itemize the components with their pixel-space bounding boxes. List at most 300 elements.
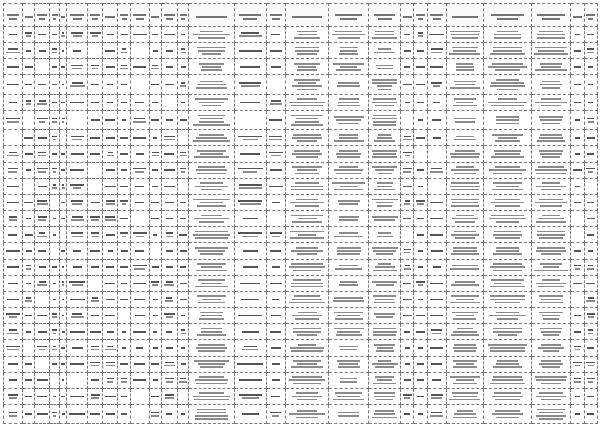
table-cell [177, 130, 188, 146]
table-cell [446, 194, 484, 210]
table-cell [130, 259, 149, 275]
table-cell [4, 146, 23, 162]
table-cell [571, 356, 584, 372]
table-cell [35, 94, 50, 110]
table-cell [531, 308, 571, 324]
table-cell [118, 356, 130, 372]
table-cell [329, 324, 369, 340]
table-cell [401, 388, 414, 404]
column-header [446, 4, 484, 27]
table-cell [484, 291, 531, 307]
table-cell [149, 308, 161, 324]
table-cell [4, 356, 23, 372]
table-cell [130, 388, 149, 404]
table-cell [177, 27, 188, 43]
table-cell [4, 211, 23, 227]
table-cell [446, 43, 484, 59]
table-cell [266, 146, 285, 162]
table-cell [446, 162, 484, 178]
table-cell [414, 356, 427, 372]
table-cell [531, 259, 571, 275]
table-cell [50, 27, 59, 43]
table-cell [584, 162, 597, 178]
column-header [571, 4, 584, 27]
table-cell [35, 275, 50, 291]
table-cell [234, 227, 266, 243]
table-row [4, 27, 598, 43]
table-cell [118, 324, 130, 340]
table-cell [329, 211, 369, 227]
table-cell [161, 308, 177, 324]
table-cell [118, 211, 130, 227]
table-cell [266, 130, 285, 146]
table-cell [35, 388, 50, 404]
table-cell [59, 43, 67, 59]
table-cell [67, 211, 88, 227]
table-cell [103, 110, 118, 129]
table-cell [414, 194, 427, 210]
table-cell [571, 340, 584, 356]
table-cell [130, 372, 149, 388]
table-cell [103, 308, 118, 324]
table-cell [50, 308, 59, 324]
table-cell [285, 356, 329, 372]
table-cell [103, 75, 118, 94]
table-cell [22, 340, 34, 356]
table-cell [177, 75, 188, 94]
table-cell [22, 308, 34, 324]
table-cell [446, 388, 484, 404]
table-cell [22, 130, 34, 146]
table-cell [414, 43, 427, 59]
table-cell [285, 75, 329, 94]
table-cell [484, 27, 531, 43]
table-cell [50, 146, 59, 162]
table-cell [414, 388, 427, 404]
table-cell [177, 59, 188, 75]
table-cell [35, 308, 50, 324]
table-cell [118, 130, 130, 146]
table-cell [22, 75, 34, 94]
table-cell [427, 130, 446, 146]
table-cell [584, 194, 597, 210]
table-cell [22, 211, 34, 227]
table-cell [329, 388, 369, 404]
table-cell [88, 43, 103, 59]
table-cell [67, 356, 88, 372]
table-cell [118, 291, 130, 307]
table-cell [149, 146, 161, 162]
table-cell [59, 211, 67, 227]
table-cell [329, 404, 369, 423]
table-cell [161, 94, 177, 110]
table-cell [266, 194, 285, 210]
table-cell [414, 243, 427, 259]
table-cell [484, 356, 531, 372]
table-cell [22, 388, 34, 404]
table-cell [22, 94, 34, 110]
table-cell [130, 243, 149, 259]
table-cell [161, 356, 177, 372]
table-cell [189, 43, 234, 59]
table-cell [149, 356, 161, 372]
table-cell [234, 340, 266, 356]
table-cell [67, 404, 88, 423]
table-cell [35, 340, 50, 356]
table-cell [67, 146, 88, 162]
table-cell [149, 27, 161, 43]
table-cell [59, 94, 67, 110]
table-cell [401, 404, 414, 423]
table-cell [161, 130, 177, 146]
table-cell [571, 324, 584, 340]
table-cell [88, 110, 103, 129]
column-header [4, 4, 23, 27]
table-cell [50, 372, 59, 388]
table-cell [88, 259, 103, 275]
table-cell [571, 194, 584, 210]
table-cell [427, 178, 446, 194]
table-cell [59, 194, 67, 210]
table-cell [50, 243, 59, 259]
table-cell [67, 227, 88, 243]
table-cell [59, 324, 67, 340]
table-cell [118, 75, 130, 94]
table-cell [4, 340, 23, 356]
table-cell [103, 356, 118, 372]
table-cell [118, 178, 130, 194]
table-cell [22, 110, 34, 129]
table-cell [130, 211, 149, 227]
table-cell [4, 194, 23, 210]
table-row [4, 388, 598, 404]
table-cell [118, 372, 130, 388]
column-header [149, 4, 161, 27]
table-cell [427, 94, 446, 110]
table-cell [189, 211, 234, 227]
table-cell [484, 308, 531, 324]
table-cell [266, 94, 285, 110]
table-cell [161, 162, 177, 178]
table-cell [427, 162, 446, 178]
table-cell [484, 275, 531, 291]
table-cell [531, 94, 571, 110]
table-cell [59, 75, 67, 94]
table-cell [329, 110, 369, 129]
table-cell [103, 243, 118, 259]
table-cell [234, 275, 266, 291]
table-cell [118, 43, 130, 59]
table-cell [571, 27, 584, 43]
table-cell [130, 275, 149, 291]
table-cell [4, 388, 23, 404]
table-cell [149, 372, 161, 388]
table-cell [67, 291, 88, 307]
table-cell [584, 59, 597, 75]
table-cell [4, 308, 23, 324]
table-cell [571, 130, 584, 146]
table-cell [59, 372, 67, 388]
table-cell [103, 94, 118, 110]
table-cell [59, 275, 67, 291]
table-cell [234, 404, 266, 423]
table-cell [571, 388, 584, 404]
table-cell [446, 110, 484, 129]
table-cell [571, 110, 584, 129]
table-cell [414, 404, 427, 423]
table-cell [329, 27, 369, 43]
table-cell [401, 146, 414, 162]
table-cell [4, 110, 23, 129]
table-cell [189, 162, 234, 178]
table-cell [584, 243, 597, 259]
column-header [285, 4, 329, 27]
table-cell [329, 275, 369, 291]
table-cell [285, 275, 329, 291]
table-cell [161, 372, 177, 388]
table-cell [266, 275, 285, 291]
table-cell [329, 178, 369, 194]
table-cell [446, 259, 484, 275]
table-cell [177, 388, 188, 404]
table-cell [50, 59, 59, 75]
table-cell [130, 340, 149, 356]
table-row [4, 356, 598, 372]
table-cell [22, 404, 34, 423]
table-cell [88, 94, 103, 110]
table-cell [149, 94, 161, 110]
table-cell [531, 146, 571, 162]
table-cell [401, 75, 414, 94]
table-cell [285, 324, 329, 340]
table-cell [266, 372, 285, 388]
table-cell [59, 356, 67, 372]
table-cell [149, 59, 161, 75]
table-cell [149, 227, 161, 243]
table-cell [177, 110, 188, 129]
table-cell [266, 356, 285, 372]
table-cell [88, 291, 103, 307]
table-cell [88, 162, 103, 178]
table-cell [285, 43, 329, 59]
table-cell [414, 110, 427, 129]
table-cell [414, 308, 427, 324]
table-cell [484, 43, 531, 59]
table-cell [59, 308, 67, 324]
table-cell [22, 146, 34, 162]
table-row [4, 243, 598, 259]
table-cell [22, 356, 34, 372]
table-cell [177, 162, 188, 178]
table-cell [531, 404, 571, 423]
table-cell [22, 227, 34, 243]
table-cell [329, 372, 369, 388]
table-cell [414, 372, 427, 388]
table-cell [584, 372, 597, 388]
table-cell [50, 110, 59, 129]
table-cell [88, 211, 103, 227]
table-cell [189, 291, 234, 307]
table-cell [67, 243, 88, 259]
table-cell [285, 404, 329, 423]
table-cell [149, 43, 161, 59]
table-cell [446, 308, 484, 324]
table-cell [4, 27, 23, 43]
table-cell [103, 59, 118, 75]
table-cell [584, 211, 597, 227]
table-cell [177, 340, 188, 356]
table-cell [368, 162, 400, 178]
table-cell [103, 178, 118, 194]
table-row [4, 275, 598, 291]
table-cell [329, 227, 369, 243]
table-cell [531, 243, 571, 259]
table-cell [103, 146, 118, 162]
table-cell [571, 75, 584, 94]
table-cell [285, 146, 329, 162]
table-cell [584, 94, 597, 110]
table-cell [35, 130, 50, 146]
table-cell [484, 94, 531, 110]
table-cell [446, 243, 484, 259]
table-cell [130, 59, 149, 75]
table-row [4, 340, 598, 356]
table-cell [329, 308, 369, 324]
table-cell [177, 291, 188, 307]
table-cell [427, 340, 446, 356]
table-cell [329, 243, 369, 259]
table-cell [427, 146, 446, 162]
table-cell [161, 211, 177, 227]
table-cell [329, 291, 369, 307]
table-cell [67, 130, 88, 146]
table-cell [427, 404, 446, 423]
table-cell [118, 259, 130, 275]
table-cell [427, 308, 446, 324]
table-cell [368, 94, 400, 110]
table-cell [484, 59, 531, 75]
table-cell [446, 27, 484, 43]
table-cell [531, 356, 571, 372]
table-cell [50, 130, 59, 146]
table-cell [22, 259, 34, 275]
table-cell [368, 388, 400, 404]
table-cell [484, 194, 531, 210]
table-cell [285, 178, 329, 194]
table-cell [266, 227, 285, 243]
table-cell [177, 404, 188, 423]
table-cell [35, 356, 50, 372]
table-cell [130, 194, 149, 210]
table-cell [22, 162, 34, 178]
table-cell [88, 227, 103, 243]
table-cell [329, 75, 369, 94]
table-cell [161, 75, 177, 94]
table-cell [149, 259, 161, 275]
table-cell [401, 130, 414, 146]
table-cell [149, 340, 161, 356]
table-cell [414, 324, 427, 340]
table-cell [130, 404, 149, 423]
table-cell [50, 275, 59, 291]
table-cell [368, 75, 400, 94]
table-cell [427, 194, 446, 210]
table-cell [446, 275, 484, 291]
table-cell [531, 372, 571, 388]
table-cell [189, 75, 234, 94]
table-cell [484, 227, 531, 243]
table-cell [234, 291, 266, 307]
table-cell [50, 404, 59, 423]
table-row [4, 227, 598, 243]
table-cell [88, 372, 103, 388]
table-cell [177, 94, 188, 110]
table-cell [531, 110, 571, 129]
table-cell [161, 227, 177, 243]
table-cell [584, 227, 597, 243]
column-header [427, 4, 446, 27]
table-cell [234, 59, 266, 75]
table-cell [401, 259, 414, 275]
table-cell [414, 162, 427, 178]
table-cell [571, 43, 584, 59]
table-cell [4, 291, 23, 307]
table-row [4, 194, 598, 210]
table-cell [484, 404, 531, 423]
table-cell [50, 291, 59, 307]
table-cell [88, 388, 103, 404]
table-cell [149, 324, 161, 340]
spreadsheet-page [3, 3, 597, 397]
table-cell [22, 324, 34, 340]
table-cell [35, 146, 50, 162]
table-cell [118, 194, 130, 210]
table-cell [427, 259, 446, 275]
table-cell [584, 43, 597, 59]
table-cell [266, 340, 285, 356]
table-cell [531, 340, 571, 356]
table-cell [67, 194, 88, 210]
table-cell [59, 162, 67, 178]
table-cell [88, 194, 103, 210]
table-cell [584, 324, 597, 340]
table-cell [59, 259, 67, 275]
table-cell [414, 94, 427, 110]
table-cell [35, 194, 50, 210]
table-cell [103, 130, 118, 146]
table-cell [50, 356, 59, 372]
table-cell [161, 110, 177, 129]
table-cell [59, 227, 67, 243]
table-cell [50, 259, 59, 275]
table-cell [189, 27, 234, 43]
table-cell [88, 308, 103, 324]
table-cell [401, 178, 414, 194]
table-cell [35, 404, 50, 423]
table-row [4, 259, 598, 275]
table-cell [161, 194, 177, 210]
column-header [531, 4, 571, 27]
table-body [4, 27, 598, 424]
table-cell [177, 227, 188, 243]
table-cell [427, 43, 446, 59]
table-cell [531, 27, 571, 43]
table-cell [368, 275, 400, 291]
table-cell [531, 291, 571, 307]
table-cell [149, 75, 161, 94]
table-cell [88, 356, 103, 372]
table-cell [189, 404, 234, 423]
